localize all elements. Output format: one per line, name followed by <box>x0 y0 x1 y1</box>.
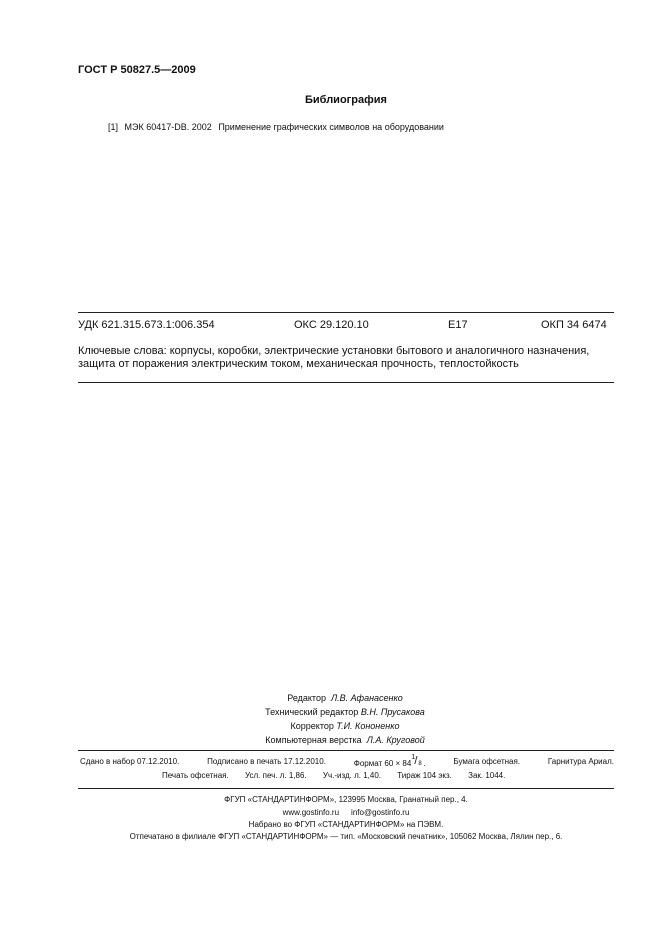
format-fraction: 1 / 8 <box>411 754 422 767</box>
entry-reference: МЭК 60417-DB. 2002 <box>124 122 212 132</box>
publisher-email: info@gostinfo.ru <box>351 808 410 817</box>
e-code: Е17 <box>448 319 468 331</box>
keywords-line-1: Ключевые слова: корпусы, коробки, электрические установки бытового и аналогичного назначения, <box>78 345 590 357</box>
entry-number: [1] <box>108 122 119 132</box>
printed-at-info: Отпечатано в филиале ФГУП «СТАНДАРТИНФОРМ» — тип. «Московский печатник», 105062 Москва, Лялин пер., 6. <box>129 832 563 841</box>
divider-top <box>78 312 614 313</box>
print-info-line-1 <box>80 754 614 768</box>
publishing-sheets: Уч.-изд. л. 1,40. <box>322 771 382 780</box>
bibliography-title: Библиография <box>305 94 387 106</box>
divider-keywords <box>78 382 614 383</box>
printing-method: Печать офсетная. <box>162 771 229 780</box>
divider-print <box>78 750 614 751</box>
signed-date: Подписано в печать 17.12.2010. <box>207 757 326 766</box>
order-number: Зак. 1044. <box>468 771 506 780</box>
publisher-contacts <box>78 808 614 817</box>
staff-tech-editor: Технический редактор В.Н. Прусакова <box>265 707 425 717</box>
print-run: Тираж 104 экз. <box>397 771 452 780</box>
oks-code: ОКС 29.120.10 <box>294 319 369 331</box>
print-info-line-2 <box>162 771 519 780</box>
typeset-info: Набрано во ФГУП «СТАНДАРТИНФОРМ» на ПЭВМ. <box>248 820 444 829</box>
udk-code: УДК 621.315.673.1:006.354 <box>78 319 215 331</box>
submitted-date: Сдано в набор 07.12.2010. <box>80 757 180 766</box>
publisher-website: www.gostinfo.ru <box>282 808 340 817</box>
typeface: Гарнитура Ариал. <box>547 757 614 766</box>
keywords-line-2: защита от поражения электрическим током, механическая прочность, теплостойкость <box>78 358 519 370</box>
bibliography-entry <box>108 122 448 132</box>
staff-editor: Редактор Л.В. Афанасенко <box>287 693 403 703</box>
printed-sheets: Усл. печ. л. 1,86. <box>244 771 307 780</box>
divider-publisher <box>78 788 614 789</box>
staff-corrector: Корректор Т.И. Кононенко <box>290 721 400 731</box>
format: Формат 60 × 84 1 / 8 . <box>353 754 426 768</box>
okp-code: ОКП 34 6474 <box>541 319 607 331</box>
keywords <box>78 345 614 371</box>
entry-title: Применение графических символов на оборудовании <box>218 122 444 132</box>
staff-layout: Компьютерная верстка Л.А. Круговой <box>265 735 425 745</box>
paper-type: Бумага офсетная. <box>453 757 521 766</box>
standard-code: ГОСТ Р 50827.5—2009 <box>78 64 196 76</box>
publisher-address: ФГУП «СТАНДАРТИНФОРМ», 123995 Москва, Гранатный пер., 4. <box>224 795 468 804</box>
